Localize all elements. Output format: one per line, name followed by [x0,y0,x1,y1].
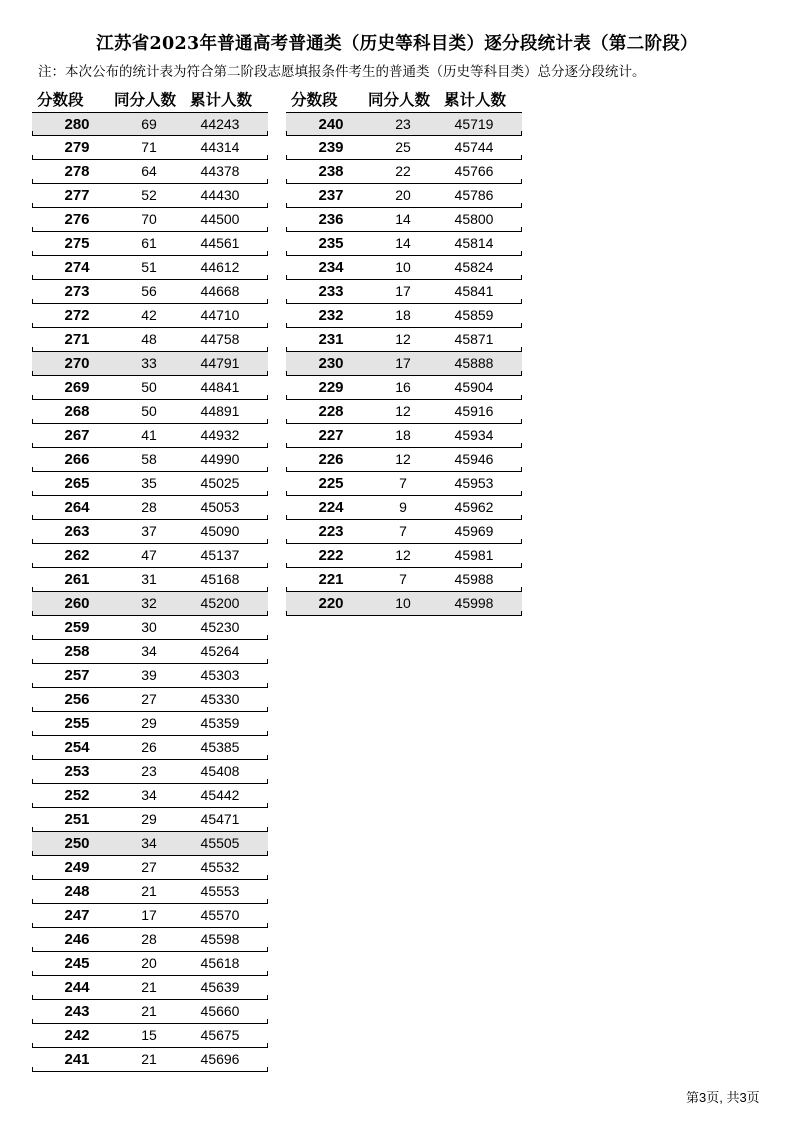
table-row [286,592,522,616]
score-table-right [286,86,522,616]
cumulative-cell: 45841 [454,283,494,299]
cumulative-cell: 44758 [200,331,240,347]
table-row [286,328,522,352]
same-count-cell: 20 [395,187,411,203]
same-count-cell: 51 [141,259,157,275]
same-count-cell: 34 [141,787,157,803]
same-count-cell: 34 [141,643,157,659]
cumulative-cell: 45168 [200,571,240,587]
table-row [32,880,268,904]
cumulative-cell: 45408 [200,763,240,779]
table-row [32,1000,268,1024]
table-row [32,640,268,664]
score-cell: 253 [64,763,90,780]
same-count-cell: 18 [395,427,411,443]
score-cell: 254 [64,739,90,756]
table-row [32,856,268,880]
table-row [32,592,268,616]
same-count-cell: 14 [395,235,411,251]
header-cumulative: 累计人数 [444,91,507,109]
cumulative-cell: 45696 [200,1051,240,1067]
same-count-cell: 23 [395,116,411,132]
table-row [32,496,268,520]
cumulative-cell: 45946 [454,451,494,467]
same-count-cell: 29 [141,811,157,827]
same-count-cell: 41 [141,427,157,443]
same-count-cell: 26 [141,739,157,755]
table-row [32,904,268,928]
table-row [32,664,268,688]
same-count-cell: 23 [141,763,157,779]
score-cell: 225 [318,475,344,492]
table-header [32,86,268,112]
table-body [32,112,268,1072]
score-cell: 237 [318,187,344,204]
cumulative-cell: 44891 [200,403,240,419]
cumulative-cell: 44990 [200,451,240,467]
same-count-cell: 32 [141,595,157,611]
same-count-cell: 21 [141,1003,157,1019]
score-cell: 244 [64,979,90,996]
cumulative-cell: 45303 [200,667,240,683]
cumulative-cell: 45230 [200,619,240,635]
score-cell: 261 [64,571,90,588]
score-cell: 243 [64,1003,90,1020]
cumulative-cell: 45988 [454,571,494,587]
table-row [32,232,268,256]
table-row [32,184,268,208]
cumulative-cell: 45505 [200,835,240,851]
score-cell: 265 [64,475,90,492]
cumulative-cell: 44561 [200,235,240,251]
cumulative-cell: 45888 [454,355,494,371]
table-row [32,784,268,808]
score-cell: 233 [318,283,344,300]
score-cell: 277 [64,187,90,204]
cumulative-cell: 45981 [454,547,494,563]
header-cumulative: 累计人数 [190,91,253,109]
same-count-cell: 64 [141,163,157,179]
same-count-cell: 9 [399,499,407,515]
score-cell: 262 [64,547,90,564]
cumulative-cell: 44314 [200,139,240,155]
score-cell: 264 [64,499,90,516]
score-cell: 250 [64,835,90,852]
table-row [32,520,268,544]
same-count-cell: 15 [141,1027,157,1043]
table-row [286,256,522,280]
table-row [32,280,268,304]
cumulative-cell: 44932 [200,427,240,443]
table-row [32,928,268,952]
cumulative-cell: 45904 [454,379,494,395]
cumulative-cell: 45618 [200,955,240,971]
header-score: 分数段 [291,91,338,109]
cumulative-cell: 45744 [454,139,494,155]
header-same-count: 同分人数 [368,91,431,109]
score-cell: 248 [64,883,90,900]
same-count-cell: 50 [141,379,157,395]
table-header [286,86,522,112]
same-count-cell: 12 [395,451,411,467]
cumulative-cell: 44612 [200,259,240,275]
table-row [32,448,268,472]
score-cell: 245 [64,955,90,972]
cumulative-cell: 45814 [454,235,494,251]
score-cell: 273 [64,283,90,300]
score-cell: 226 [318,451,344,468]
cumulative-cell: 45962 [454,499,494,515]
cumulative-cell: 45598 [200,931,240,947]
table-row [32,208,268,232]
cumulative-cell: 45824 [454,259,494,275]
same-count-cell: 31 [141,571,157,587]
cumulative-cell: 45532 [200,859,240,875]
score-cell: 229 [318,379,344,396]
table-row [286,472,522,496]
cumulative-cell: 45969 [454,523,494,539]
score-cell: 236 [318,211,344,228]
table-row [32,712,268,736]
score-cell: 257 [64,667,90,684]
cumulative-cell: 44710 [200,307,240,323]
same-count-cell: 21 [141,883,157,899]
score-cell: 239 [318,139,344,156]
page-title: 江苏省2023年普通高考普通类（历史等科目类）逐分段统计表（第二阶段） [96,34,698,54]
score-cell: 272 [64,307,90,324]
table-row [32,616,268,640]
score-cell: 267 [64,427,90,444]
header-score: 分数段 [37,91,84,109]
score-cell: 280 [64,116,90,133]
score-cell: 263 [64,523,90,540]
same-count-cell: 14 [395,211,411,227]
score-cell: 275 [64,235,90,252]
cumulative-cell: 45025 [200,475,240,491]
score-cell: 238 [318,163,344,180]
score-cell: 230 [318,355,344,372]
same-count-cell: 27 [141,691,157,707]
cumulative-cell: 45330 [200,691,240,707]
table-row [32,304,268,328]
same-count-cell: 56 [141,283,157,299]
score-cell: 220 [318,595,344,612]
same-count-cell: 12 [395,403,411,419]
score-cell: 269 [64,379,90,396]
score-cell: 246 [64,931,90,948]
cumulative-cell: 45200 [200,595,240,611]
cumulative-cell: 45675 [200,1027,240,1043]
same-count-cell: 17 [395,355,411,371]
same-count-cell: 58 [141,451,157,467]
cumulative-cell: 44243 [200,116,240,132]
table-row [32,736,268,760]
table-row [32,952,268,976]
cumulative-cell: 44378 [200,163,240,179]
table-row [32,808,268,832]
score-cell: 271 [64,331,90,348]
same-count-cell: 17 [395,283,411,299]
same-count-cell: 28 [141,931,157,947]
same-count-cell: 42 [141,307,157,323]
table-body [286,112,522,616]
score-cell: 228 [318,403,344,420]
same-count-cell: 18 [395,307,411,323]
same-count-cell: 16 [395,379,411,395]
table-row [32,1048,268,1072]
table-row [32,832,268,856]
table-row [286,568,522,592]
cumulative-cell: 45786 [454,187,494,203]
same-count-cell: 21 [141,1051,157,1067]
table-row [32,424,268,448]
cumulative-cell: 45553 [200,883,240,899]
table-row [32,688,268,712]
score-cell: 234 [318,259,344,276]
table-row [32,136,268,160]
cumulative-cell: 45359 [200,715,240,731]
table-row [32,400,268,424]
same-count-cell: 17 [141,907,157,923]
cumulative-cell: 45385 [200,739,240,755]
cumulative-cell: 45660 [200,1003,240,1019]
score-cell: 251 [64,811,90,828]
page-footer: 第3页, 共3页 [686,1090,760,1105]
table-row [286,112,522,136]
score-cell: 256 [64,691,90,708]
score-cell: 259 [64,619,90,636]
score-cell: 249 [64,859,90,876]
same-count-cell: 35 [141,475,157,491]
table-note: 注：本次公布的统计表为符合第二阶段志愿填报条件考生的普通类（历史等科目类）总分逐分段统计。 [38,64,646,80]
same-count-cell: 10 [395,259,411,275]
score-cell: 255 [64,715,90,732]
table-row [32,160,268,184]
cumulative-cell: 45137 [200,547,240,563]
table-row [32,256,268,280]
same-count-cell: 10 [395,595,411,611]
score-cell: 242 [64,1027,90,1044]
table-row [32,112,268,136]
same-count-cell: 71 [141,139,157,155]
same-count-cell: 70 [141,211,157,227]
score-table-left [32,86,268,1072]
same-count-cell: 12 [395,547,411,563]
score-cell: 232 [318,307,344,324]
same-count-cell: 33 [141,355,157,371]
score-cell: 278 [64,163,90,180]
cumulative-cell: 45859 [454,307,494,323]
same-count-cell: 7 [399,523,407,539]
table-row [32,568,268,592]
score-cell: 270 [64,355,90,372]
score-cell: 221 [318,571,344,588]
score-cell: 231 [318,331,344,348]
same-count-cell: 28 [141,499,157,515]
same-count-cell: 27 [141,859,157,875]
same-count-cell: 7 [399,571,407,587]
score-cell: 274 [64,259,90,276]
cumulative-cell: 45719 [454,116,494,132]
cumulative-cell: 44841 [200,379,240,395]
same-count-cell: 7 [399,475,407,491]
score-cell: 222 [318,547,344,564]
table-row [32,328,268,352]
score-cell: 241 [64,1051,90,1068]
cumulative-cell: 45871 [454,331,494,347]
same-count-cell: 12 [395,331,411,347]
table-row [286,400,522,424]
same-count-cell: 47 [141,547,157,563]
table-row [32,352,268,376]
score-cell: 279 [64,139,90,156]
cumulative-cell: 45639 [200,979,240,995]
score-cell: 252 [64,787,90,804]
table-row [32,472,268,496]
same-count-cell: 37 [141,523,157,539]
score-cell: 260 [64,595,90,612]
table-row [32,376,268,400]
table-row [32,976,268,1000]
table-row [286,232,522,256]
same-count-cell: 20 [141,955,157,971]
table-row [286,520,522,544]
cumulative-cell: 44668 [200,283,240,299]
cumulative-cell: 45953 [454,475,494,491]
table-row [286,160,522,184]
table-row [286,496,522,520]
table-row [286,184,522,208]
same-count-cell: 34 [141,835,157,851]
cumulative-cell: 45934 [454,427,494,443]
score-cell: 240 [318,116,344,133]
table-row [286,544,522,568]
cumulative-cell: 44500 [200,211,240,227]
cumulative-cell: 44430 [200,187,240,203]
table-row [286,280,522,304]
cumulative-cell: 45442 [200,787,240,803]
header-same-count: 同分人数 [114,91,177,109]
cumulative-cell: 45053 [200,499,240,515]
table-row [286,424,522,448]
cumulative-cell: 45090 [200,523,240,539]
cumulative-cell: 45800 [454,211,494,227]
same-count-cell: 29 [141,715,157,731]
cumulative-cell: 45998 [454,595,494,611]
table-row [286,136,522,160]
table-row [286,352,522,376]
cumulative-cell: 45916 [454,403,494,419]
cumulative-cell: 45264 [200,643,240,659]
table-row [32,1024,268,1048]
cumulative-cell: 45766 [454,163,494,179]
same-count-cell: 22 [395,163,411,179]
same-count-cell: 25 [395,139,411,155]
score-cell: 258 [64,643,90,660]
table-row [286,448,522,472]
score-cell: 276 [64,211,90,228]
score-cell: 268 [64,403,90,420]
same-count-cell: 21 [141,979,157,995]
score-cell: 247 [64,907,90,924]
same-count-cell: 69 [141,116,157,132]
same-count-cell: 39 [141,667,157,683]
score-cell: 235 [318,235,344,252]
cumulative-cell: 45570 [200,907,240,923]
same-count-cell: 50 [141,403,157,419]
score-cell: 223 [318,523,344,540]
table-row [32,760,268,784]
table-row [286,376,522,400]
table-row [32,544,268,568]
cumulative-cell: 44791 [200,355,240,371]
cumulative-cell: 45471 [200,811,240,827]
table-row [286,304,522,328]
same-count-cell: 52 [141,187,157,203]
score-cell: 227 [318,427,344,444]
same-count-cell: 30 [141,619,157,635]
table-row [286,208,522,232]
same-count-cell: 61 [141,235,157,251]
score-cell: 266 [64,451,90,468]
score-cell: 224 [318,499,344,516]
same-count-cell: 48 [141,331,157,347]
